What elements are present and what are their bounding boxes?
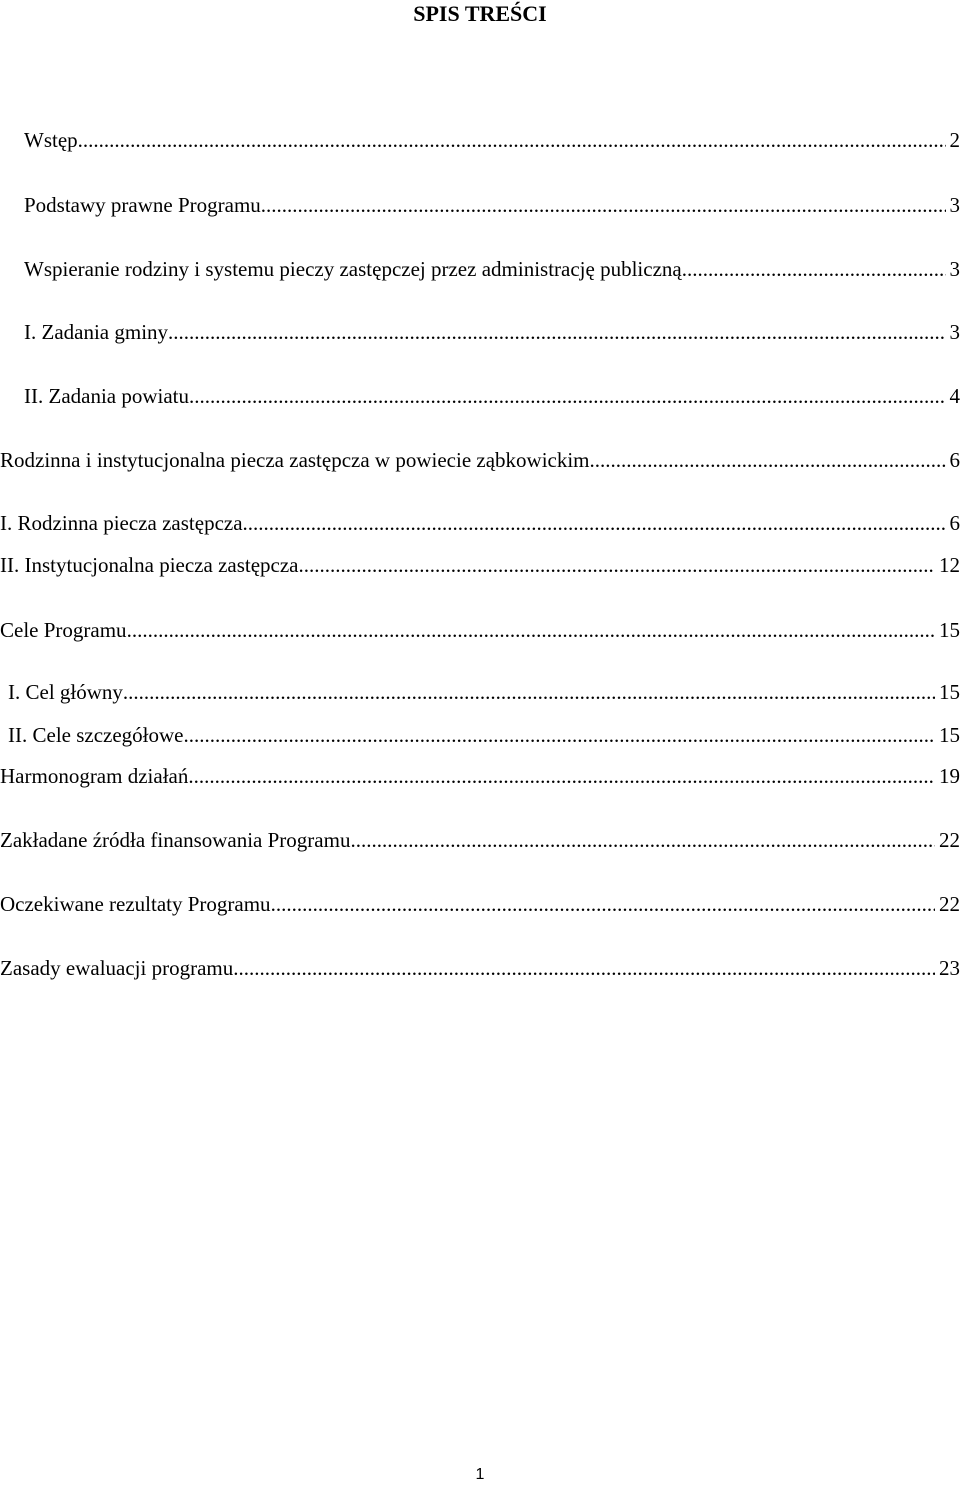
toc-entry-cel-glowny[interactable] — [8, 679, 960, 705]
toc-entry-label: Rodzinna i instytucjonalna piecza zastępcza w powiecie ząbkowickim — [0, 448, 590, 472]
dot-leader — [233, 955, 935, 981]
dot-leader — [590, 447, 946, 473]
toc-entry-label: II. Zadania powiatu — [24, 384, 190, 408]
toc-entry-page: 3 — [949, 257, 960, 281]
toc-entry-zadania-gminy[interactable] — [24, 319, 960, 345]
toc-entry-page: 4 — [949, 384, 960, 408]
toc-entry-page: 3 — [949, 320, 960, 344]
toc-entry-instytucjonalna-piecza[interactable] — [0, 552, 960, 578]
toc-entry-rodzinna-i-instytucjonalna[interactable] — [0, 447, 960, 473]
toc-entry-label: Cele Programu — [0, 618, 127, 642]
toc-entry-page: 15 — [939, 680, 960, 704]
toc-entry-page: 22 — [939, 892, 960, 916]
toc-entry-label: Wstęp — [24, 128, 78, 152]
dot-leader — [78, 127, 946, 153]
dot-leader — [188, 763, 935, 789]
dot-leader — [127, 617, 935, 643]
toc-entry-label: Harmonogram działań — [0, 764, 189, 788]
toc-entry-label: Wspieranie rodziny i systemu pieczy zastępczej przez administrację publiczną — [24, 257, 682, 281]
toc-entry-label: II. Cele szczegółowe — [8, 723, 184, 747]
toc-entry-zadania-powiatu[interactable] — [24, 383, 960, 409]
dot-leader — [299, 552, 935, 578]
toc-entry-page: 23 — [939, 956, 960, 980]
toc-entry-label: I. Rodzinna piecza zastępcza — [0, 511, 243, 535]
dot-leader — [168, 319, 945, 345]
toc-entry-wstep[interactable] — [24, 127, 960, 153]
dot-leader — [243, 510, 946, 536]
toc-entry-page: 19 — [939, 764, 960, 788]
toc-entry-label: II. Instytucjonalna piecza zastępcza — [0, 553, 299, 577]
toc-entry-harmonogram[interactable] — [0, 763, 960, 789]
toc-entry-cele-programu[interactable] — [0, 617, 960, 643]
dot-leader — [350, 827, 935, 853]
dot-leader — [189, 383, 945, 409]
dot-leader — [261, 192, 946, 218]
toc-entry-page: 12 — [939, 553, 960, 577]
toc-entry-oczekiwane-rezultaty[interactable] — [0, 891, 960, 917]
toc-entry-label: Zasady ewaluacji programu — [0, 956, 234, 980]
toc-entry-rodzinna-piecza[interactable] — [0, 510, 960, 536]
toc-entry-zrodla-finansowania[interactable] — [0, 827, 960, 853]
toc-entry-page: 6 — [949, 511, 960, 535]
toc-entry-podstawy-prawne[interactable] — [24, 192, 960, 218]
toc-entry-label: Zakładane źródła finansowania Programu — [0, 828, 351, 852]
dot-leader — [123, 679, 935, 705]
dot-leader — [184, 722, 936, 748]
toc-entry-wspieranie-rodziny[interactable] — [24, 256, 960, 282]
toc-entry-zasady-ewaluacji[interactable] — [0, 955, 960, 981]
toc-entry-label: I. Zadania gminy — [24, 320, 169, 344]
toc-entry-label: Podstawy prawne Programu — [24, 193, 261, 217]
toc-entry-page: 6 — [949, 448, 960, 472]
toc-entry-page: 15 — [939, 618, 960, 642]
dot-leader — [682, 256, 946, 282]
toc-entry-page: 3 — [949, 193, 960, 217]
toc-entry-cele-szczegolowe[interactable] — [8, 722, 960, 748]
dot-leader — [271, 891, 935, 917]
toc-title: SPIS TREŚCI — [413, 1, 547, 26]
page-number: 1 — [475, 1466, 485, 1483]
toc-entry-page: 2 — [949, 128, 960, 152]
toc-entry-label: I. Cel główny — [8, 680, 123, 704]
toc-entry-page: 22 — [939, 828, 960, 852]
toc-entry-page: 15 — [939, 723, 960, 747]
toc-entry-label: Oczekiwane rezultaty Programu — [0, 892, 271, 916]
